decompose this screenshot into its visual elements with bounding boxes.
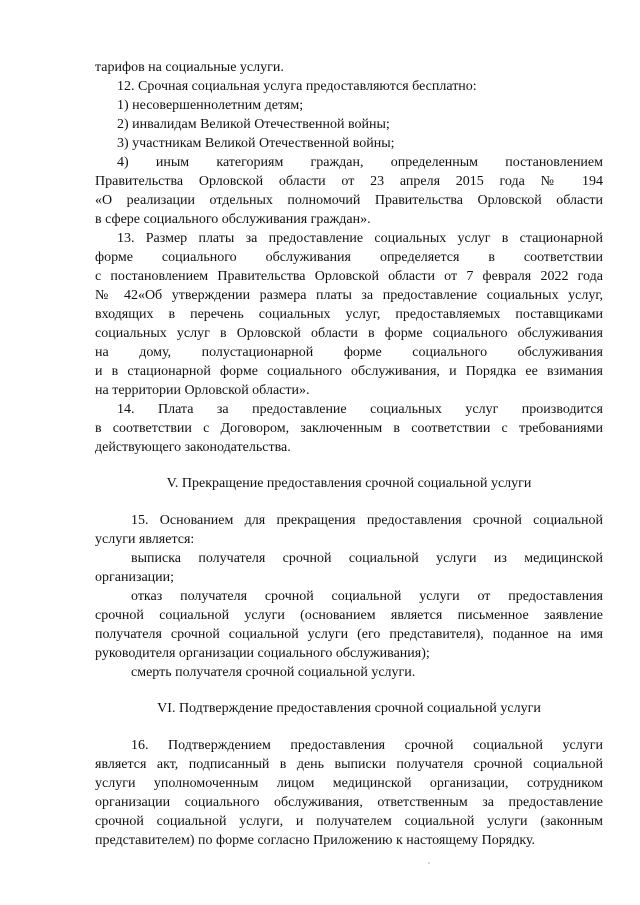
paragraph-line: срочной социальной услуги, и получателем социальной услуги (законным [95,814,603,829]
paragraph-16: 16. Подтверждением предоставления срочной социальной услуги [131,738,603,753]
paragraph-15: 15. Основанием для прекращения предоставления срочной социальной [131,513,603,528]
paragraph-line: в сфере социального обслуживания граждан». [95,212,371,227]
section-heading-5: V. Прекращение предоставления срочной социальной услуги [166,476,532,491]
paragraph-line: на дому, полустационарной форме социального обслуживания [95,345,603,360]
paragraph-line: в соответствии с Договором, заключенным в соответствии с требованиями [95,421,603,436]
paragraph-line: действующего законодательства. [95,440,291,455]
paragraph-14: 14. Плата за предоставление социальных услуг производится [117,402,603,417]
paragraph-line: и в стационарной форме социального обслуживания, и Порядка ее взимания [95,364,603,379]
paragraph-line: «О реализации отдельных полномочий Правительства Орловской области [95,193,603,208]
list-item-2: 2) инвалидам Великой Отечественной войны; [117,117,390,132]
paragraph-line: тарифов на социальные услуги. [95,60,284,75]
paragraph-13: 13. Размер платы за предоставление социальных услуг в стационарной [117,231,603,246]
paragraph-line: услуги уполномоченным лицом медицинской организации, сотрудником [95,776,603,791]
paragraph-line: Правительства Орловской области от 23 апреля 2015 года № 194 [95,174,603,189]
list-item-1: 1) несовершеннолетним детям; [117,98,304,113]
paragraph-line: отказ получателя срочной социальной услуги от предоставления [131,589,603,604]
paragraph-12-intro: 12. Срочная социальная услуга предоставляются бесплатно: [117,79,477,94]
paragraph-line: с постановлением Правительства Орловской области от 7 февраля 2022 года [95,269,603,284]
paragraph-line: организации; [95,570,175,585]
paragraph-line: представителем) по форме согласно Приложению к настоящему Порядку. [95,833,536,848]
paragraph-line: является акт, подписанный в день выписки получателя срочной социальной [95,757,603,772]
paragraph-line: срочной социальной услуги (основанием является письменное заявление [95,608,603,623]
paragraph-line: на территории Орловской области». [95,383,310,398]
paragraph-line: входящих в перечень социальных услуг, предоставляемых поставщиками [95,307,603,322]
paragraph-line: смерть получателя срочной социальной услуги. [131,665,416,680]
paragraph-line: выписка получателя срочной социальной услуги из медицинской [131,551,603,566]
paragraph-line: № 42«Об утверждении размера платы за предоставление социальных услуг, [95,288,603,303]
paragraph-line: социальных услуг в Орловской области в форме социального обслуживания [95,326,603,341]
document-body [95,58,603,850]
paragraph-line: форме социального обслуживания определяется в соответствии [95,250,603,265]
paragraph-line: получателя срочной социальной услуги (его представителя), поданное на имя [95,627,603,642]
paragraph-line: руководителя организации социального обслуживания); [95,646,430,661]
section-heading-6: VI. Подтверждение предоставления срочной социальной услуги [157,701,541,716]
paragraph-line: организации социального обслуживания, ответственным за предоставление [95,795,603,810]
scan-speck [428,862,430,864]
list-item-4: 4) иным категориям граждан, определенным постановлением [117,155,603,170]
paragraph-line: услуги является: [95,532,195,547]
list-item-3: 3) участникам Великой Отечественной войны; [117,136,395,151]
